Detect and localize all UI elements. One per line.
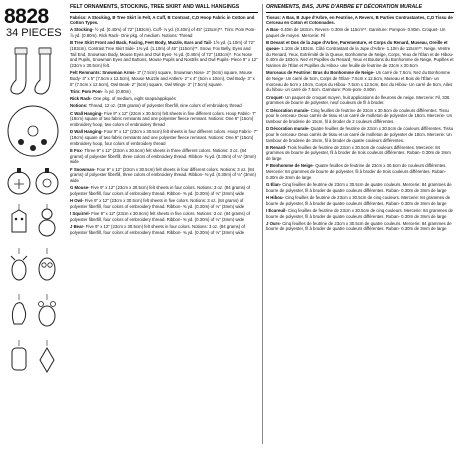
material-section xyxy=(70,167,258,184)
material-section-text: Cinq feuilles de feutrine de 23cm x 30.5cm de cinq couleurs. Mercerie: 84 grammes de bourre de polyester, fil à broder de quatre couleurs différentes. Ruban- 0.30m de 3mm de large xyxy=(266,207,454,219)
hoop-d-illustration xyxy=(34,166,60,196)
material-section-label: G Élan- xyxy=(266,181,282,187)
material-section-label: A Bas- xyxy=(266,27,280,33)
material-section xyxy=(266,208,454,219)
stocking-illustration-2 xyxy=(34,46,56,98)
english-sections xyxy=(70,27,258,235)
material-section-text: 0.40m de 183cm. Revers- 0.30m de 115cm**. Garniture: Pompon- 0.80m. Croquet- Un paquet de moyen. Mercerie: Fil xyxy=(266,27,446,39)
hoop-c-illustration xyxy=(6,166,32,196)
fox-illustration xyxy=(8,204,30,240)
tree-skirt-illustration xyxy=(6,104,60,158)
material-section-text: Five 9" x 12" (23cm x 30.5cm) felt sheets in five colors. Notions: 3 oz. (84 grams) of polyester fiberfill, four colors of embroidery thread. Ribbon- ⅜ yd. (0.30m) of ⅛" (3mm) wide xyxy=(70,198,245,209)
material-section-label: B Tree Skirt Front and Back, Facing, Feet Body, Muzzle, Ears and Tail- xyxy=(70,40,213,46)
material-section xyxy=(266,95,454,106)
material-section-label: J Ours- xyxy=(266,220,282,226)
material-section-label: Morceaux de Feutrine: Bras du Bonhomme de Neige- xyxy=(266,70,375,76)
material-section xyxy=(70,70,258,87)
material-section-text: ⅞ yd. (0.80m) xyxy=(104,88,131,94)
material-section xyxy=(70,211,258,222)
view-thumbnails xyxy=(4,44,62,454)
material-section-text: Cinq feuilles de feutrine de 23cm x 30.5cm de quatre couleurs. Mercerie: 84 grammes de bourre de polyester, fil à broder de quatre couleurs différentes. Ruban- 0.30m de 3mm de large xyxy=(266,181,452,193)
material-section-label: F Snowman- xyxy=(70,166,96,172)
material-section-label: Notions: xyxy=(70,103,88,109)
material-section-label: D Wall Hanging- xyxy=(70,129,103,135)
material-section xyxy=(266,145,454,162)
material-section xyxy=(266,182,454,193)
material-section xyxy=(70,96,258,102)
material-section xyxy=(70,103,258,109)
pattern-sidebar xyxy=(0,0,64,460)
english-fabrics: Fabrics: A Stocking, B Tree Skirt in Felt, A Cuff, B Contrast, C,D Hoop Fabric in Cotton and Cotton Types. xyxy=(70,14,255,26)
material-section-label: D Décoration murale- xyxy=(266,126,310,132)
material-section-label: I Écureuil- xyxy=(266,207,287,213)
material-section-text: 3" (7.5cm) square, Snowman Nose- 2" (5cm) square, Mouse Body- 3" x 5" (7.5cm x 12.5cm), Mouse Muzzle and Antlers- 2" x 4" (5cm x 10cm), Owl Body- 3" x 5" (7.5cm x 12.5cm), Owl Beak- 2" (5cm) square, Owl Wings- 3" (7.5cm) square. xyxy=(70,70,255,87)
material-section xyxy=(70,129,258,146)
material-section-label: E Renard- xyxy=(266,144,287,150)
material-section-text: Cinq feuilles de feutrine de 23cm x 30.5cm de cinq couleurs. Mercerie: 84 grammes de bourre de polyester, fil à broder de quatre couleurs différentes. Ruban- 0.30m de 3mm de large xyxy=(266,194,451,206)
material-section xyxy=(70,224,258,235)
material-section-text: Cinq feuilles de feutrine de 23cm x 30.5cm de couleurs différentes. Tissu pour le cerceau- Deux carrés de tissu et un carré de molleton de polyester de 18cm. Mercerie- Un tambour de broderie de 15cm, fil à broder de 2 couleurs différentes. xyxy=(266,107,453,124)
pieces-count: 34 PIECES xyxy=(6,27,62,39)
english-header: FELT ORNAMENTS, STOCKING, TREE SKIRT AND WALL HANGINGS xyxy=(70,4,258,13)
column-divider xyxy=(262,4,263,444)
mouse-illustration xyxy=(8,248,30,284)
material-section xyxy=(70,89,258,95)
material-section-label: Trim: Pom Pom- xyxy=(70,88,103,94)
french-column xyxy=(266,4,454,232)
french-fabrics: Tissus: A Bas, B Jupe d'Arbre, en Feutrine, A Revers, B Parties Contrastantes, C,D Tissu de Cerceau en Coton et Cotonnades. xyxy=(266,14,453,26)
material-section-text: Five 9" x 12" (23cm x 30.5cm) felt sheets in five colors. Notions: 3 oz. (84 grams) of polyester fiberfill, four colors of embroidery thread. Ribbon- ⅜ yd. (0.30m) of ⅛" (3mm) wide xyxy=(70,211,250,222)
material-section xyxy=(266,70,454,93)
french-header: ORNEMENTS, BAS, JUPE D'ARBRE ET DÉCORATION MURALE xyxy=(266,4,454,13)
material-section-label: Croquet- xyxy=(266,94,284,100)
material-section-label: A Stocking- xyxy=(70,27,94,33)
instruction-sheet xyxy=(70,0,458,460)
owl-illustration xyxy=(36,248,58,284)
material-section-text: 1⅝ yd. (1.10m) of 72" (183cm). Contrast Tree Skirt Side- 1⅜ yd. (1.10m) of 45" (115cm)**. Snow, Fox Belly, Eyes and Tail End, Snowman Body, Mouse Eyes and Owl Eyes- ⅜ yd. (0.40m) of 72" (183cm)*. Fox Nose and Pupils, Snowman Eyes and Buttons, Mouse Pupils and Nostrils and Owl Pupils- Piece 9" x 12" (23cm x 30.5cm) felt. xyxy=(70,40,258,69)
material-section xyxy=(70,185,258,196)
english-column xyxy=(70,4,258,235)
material-section-text: Un paquet de croquet moyen, huit applications de fleurons de neige. Mercerie: Fil, 336 grammes de bourre de polyester, neuf couleurs de fil à broder. xyxy=(266,94,450,106)
material-section-label: C Wall Hanging- xyxy=(70,110,103,116)
material-section xyxy=(266,126,454,143)
ornament-k-illustration xyxy=(8,340,30,376)
material-section-label: I Squirrel- xyxy=(70,211,91,217)
bear-illustration xyxy=(36,294,58,330)
material-section-text: Five 9" x 12" (23cm x 30.5cm) felt sheets in four colors. Notions: 3 oz. (84 grams) of polyester fiberfill, four colors of embroidery thread. Ribbon- ⅜ yd. (0.30m) of ⅛" (3mm) wide xyxy=(70,185,251,196)
material-section-label: C Décoration murale- xyxy=(266,107,310,113)
stocking-illustration xyxy=(10,46,32,98)
material-section-label: H Hibou- xyxy=(266,194,284,200)
material-section-text: Three 9" x 12" (23cm x 30.5cm) felt sheets in three different colors. Notions: 3 oz. (84 grams) of polyester fiberfill, three colors of embroidery thread. Ribbon- ⅜ yd. (0.30m) of ⅛" (3mm) wide xyxy=(70,147,256,165)
material-section-text: ½ yd. (0.40m) of 72" (183cm). Cuff- ⅛ yd. (0.40m) of 45" (115cm)**. Trim: Pom Pom- ⅞ yd. (0.80m). Rick Rack- One pkg. of medium. Notions: Thread xyxy=(70,27,256,39)
french-sections xyxy=(266,27,454,232)
material-section-text: Thread, 12 oz. (336 grams) of polyester fiberfill, nine colors of embroidery thread xyxy=(88,103,242,109)
material-section xyxy=(266,221,454,232)
material-section-text: Five 9" x 12" (23cm x 30.5cm) felt sheets in five different colors. Hoop Fabric- 7" (18cm) square of two fabric remnants and one polyester fleece remnant. Notions: One 6" (15cm) embroidery hoop, two colors of embroidery thread xyxy=(70,110,257,128)
material-section xyxy=(70,40,258,68)
material-section-label: F Bonhomme de Neige- xyxy=(266,163,314,169)
material-section xyxy=(266,40,454,68)
snowman-illustration xyxy=(36,204,58,240)
pattern-number: 8828 xyxy=(4,5,49,28)
material-section-text: Four 9" x 12" (23cm x 30.5cm) felt sheets in four different colors. Hoop Fabric- 7" (18cm) square of two fabric remnants and one polyester fleece remnant. Notions: One 6" (15cm) embroidery hoop, four colors of embroidery thread xyxy=(70,129,258,146)
material-section xyxy=(266,108,454,125)
material-section-text: Quatre feuilles de feutrine de 23cm x 30.5cm de couleurs différentes. Mercerie: 84 grammes de bourre de polyester, fil à broder de trois couleurs différentes. Ruban- 0.30m de 3mm de large xyxy=(266,163,447,180)
material-section-label: J Bear- xyxy=(70,223,85,229)
material-section xyxy=(266,195,454,206)
material-section-label: B Devant et Dos de la Jupe d'Arbre, Parementure, et Corps du Renard, Museau, Oreille et queue- xyxy=(266,40,448,52)
material-section-text: Five 9" x 12" (23cm x 30.5cm) felt sheets in four colors. Notions: 3 oz. (84 grams) of polyester fiberfill, four colors of embroidery thread. Ribbon- ⅜ yd. (0.30m) of ⅛" (3mm) wide xyxy=(70,223,246,235)
material-section-text: Un carré de 7.5cm, Nez du Bonhomme de Neige- Un carré de 5cm, Corps de l'Élan- 7.5cm x 12.5cm, Museau et Bois de l'Élan- un morceau de 5cm x 10cm, Corps du Hibou- 7.5cm x 12.5cm, Bec du Hibou- Un carré de 5cm, Ailes du hibou- un carré de 7.5cm. Garniture: Pom-pom- 0.80m xyxy=(266,70,453,93)
material-section-text: Four 9" x 12" (23cm x 30.5cm) felt sheets in four different colors. Notions: 3 oz. (84 grams) of polyester fiberfill, three colors of embroidery thread. Ribbon- ⅜ yd. (0.30m) of ⅛" (3mm) wide xyxy=(70,166,256,183)
material-section-label: E Fox- xyxy=(70,147,84,153)
squirrel-illustration xyxy=(8,294,30,330)
ornament-l-illustration xyxy=(36,340,58,376)
material-section xyxy=(70,148,258,165)
material-section-text: 1.10m de 183cm. Côté Contrastant de la Jupe d'Arbre- 1.10m de 115cm**. Neige, Ventre du Renard, Yeux, Extrémité de la Queue, Bonhomme de Neige, Corps, Yeux de l'Élan et de Hibou- 0.40m de 183cm. Nez et Pupilles du Renard, Yeux et Boutons du Bonhomme de Neige, Pupilles et Narines de l'Élan et Pupilles du Hibou- une feuille de feutrine de 23cm x 30.5cm xyxy=(266,46,454,69)
material-section xyxy=(70,27,258,38)
material-section-label: Felt Remnants: Snowman Arms- xyxy=(70,70,136,76)
material-section xyxy=(70,111,258,128)
material-section xyxy=(70,198,258,209)
material-section-label: G Mouse- xyxy=(70,185,90,191)
material-section-text: One pkg. of medium, eight snaps/appliqués xyxy=(93,96,176,102)
material-section xyxy=(266,163,454,180)
material-section-text: Trois feuilles de feutrine de 23cm x 30.5cm de couleurs différentes. Mercerie: 84 grammes de bourre de polyester, fil à broder de trois couleurs différentes. Ruban- 0.30m de 3mm de large xyxy=(266,144,451,162)
material-section-label: Rick Rack- xyxy=(70,96,92,102)
material-section-label: H Owl- xyxy=(70,198,84,204)
material-section xyxy=(266,27,454,38)
material-section-text: Quatre feuilles de feutrine de 23cm x 30.5cm de couleurs différentes. Tissu pour le cerceau- Deux carrés de tissu et un carré de molleton de polyester de 18cm. Mercerie: Un tambour de broderie de 15cm, fil à broder de quatre couleurs différentes. xyxy=(266,126,454,143)
material-section-text: Cinq feuilles de feutrine de 23cm x 30.5cm de quatre couleurs. Mercerie: 84 grammes de bourre de polyester, fil à broder de quatre couleurs différentes. Ruban- 0.30m de 3mm de large xyxy=(266,220,452,232)
